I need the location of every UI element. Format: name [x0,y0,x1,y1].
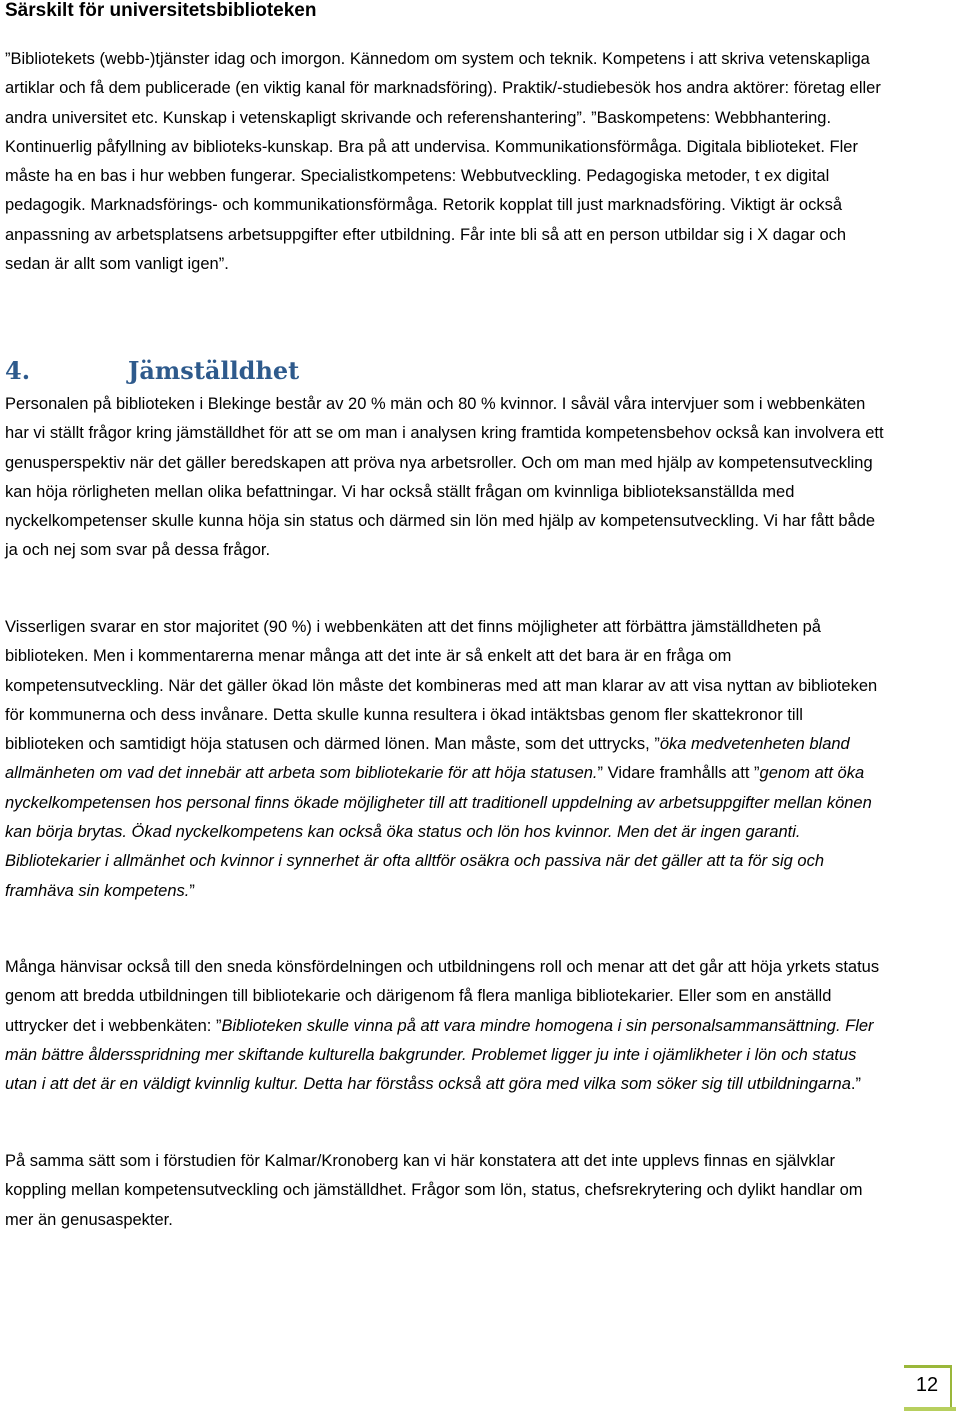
paragraph-gender-distribution [5,953,885,1099]
chapter-heading [5,355,299,387]
paragraph-text: ” Vidare framhålls att ” [597,764,760,783]
quote-text: öka medvetenheten bland allmänheten om vad det innebär att arbeta som bibliotekarie för att höja statusen. [5,735,850,783]
paragraph-text: ” [189,881,195,900]
paragraph-text: Många hänvisar också till den sneda könsfördelningen och utbildningens roll och menar att det går att höja yrkets status genom att bredda utbildningen till bibliotekarie och därigenom få flera manliga bibliotekarier. Eller som en anställd uttrycker det i webbenkäten: ” [5,958,880,1035]
quote-text: genom att öka nyckelkompetensen hos personal finns ökade möjligheter till att traditionell uppdelning av arbetsuppgifter mellan könen kan börja brytas. Ökad nyckelkompetens kan också öka status och lön hos kvinnor. Men det är ingen garanti. Bibliotekarier i allmänhet och kvinnor i synnerhet är ofta alltför osäkra och passiva när det gäller att ta för sig och framhäva sin kompetens. [5,764,872,900]
page-number-underline [904,1407,956,1411]
paragraph-text: .” [850,1075,861,1094]
section-heading: Särskilt för universitetsbiblioteken [5,0,317,21]
paragraph-conclusion: På samma sätt som i förstudien för Kalmar/Kronoberg kan vi här konstatera att det inte upplevs finnas en självklar koppling mellan kompetensutveckling och jämställdhet. Frågor som lön, status, chefsrekrytering och dylikt handlar om mer än genusaspekter. [5,1152,863,1229]
chapter-title: Jämställdhet [128,356,300,385]
paragraph-survey-majority [5,613,885,906]
paragraph-staff-gender: Personalen på biblioteken i Blekinge består av 20 % män och 80 % kvinnor. I såväl våra intervjuer som i webbenkäten har vi ställt frågor kring jämställdhet för att se om man i analysen kring framtida kompetensbehov också kan involvera ett genusperspektiv när det gäller beredskapen att pröva nya arbetsroller. Och om man med hjälp av kompetensutveckling kan höja rörligheten mellan olika befattningar. Vi har också ställt frågan om kvinnliga biblioteksanställda med nyckelkompetenser skulle kunna höja sin status och därmed sin lön med hjälp av kompetensutveckling. Vi har fått både ja och nej som svar på dessa frågor. [5,395,884,560]
chapter-number: 4. [5,356,31,385]
quote-text: Biblioteken skulle vinna på att vara mindre homogena i sin personalsammansättning. Fler män bättre åldersspridning mer skiftande kulturella bakgrunder. Problemet ligger ju inte i ojämlikheter i lön och status utan i att det är en väldigt kvinnlig kultur. Detta har förståss också att göra med vilka som söker sig till utbildningarna [5,1016,874,1094]
paragraph-quote-competencies: ”Bibliotekets (webb-)tjänster idag och imorgon. Kännedom om system och teknik. Kompetens i att skriva vetenskapliga artiklar och få dem publicerade (en viktig kanal för marknadsföring). Praktik/-studiebesök hos andra aktörer: företag eller andra universitet etc. Kunskap i vetenskapligt skrivande och referenshantering”. ”Baskompetens: Webbhantering. Kontinuerlig påfyllning av biblioteks-kunskap. Bra på att undervisa. Kommunikationsförmåga. Digitala biblioteket. Fler måste ha en bas i hur webben fungerar. Specialistkompetens: Webbutveckling. Pedagogiska metoder, t ex digital pedagogik. Marknadsförings- och kommunikationsförmåga. Retorik kopplat till just marknadsföring. Viktigt är också anpassning av arbetsplatsens arbetsuppgifter efter utbildning. Får inte bli så att en person utbildar sig i X dagar och sedan är allt som vanligt igen”. [5,50,881,274]
paragraph-text: Visserligen svarar en stor majoritet (90 %) i webbenkäten att det finns möjligheter att förbättra jämställdheten på biblioteken. Men i kommentarerna menar många att det inte är så enkelt att det bara är en fråga om kompetensutveckling. När det gäller ökad lön måste det kombineras med att man klarar av att visa nyttan av biblioteken för kommunerna och dess invånare. Detta skulle kunna resultera i ökad intäktsbas genom fler skattekronor till biblioteken och samtidigt höja statusen och därmed lönen. Man måste, som det uttrycks, ” [5,618,878,754]
page-number: 12 [915,1374,939,1396]
